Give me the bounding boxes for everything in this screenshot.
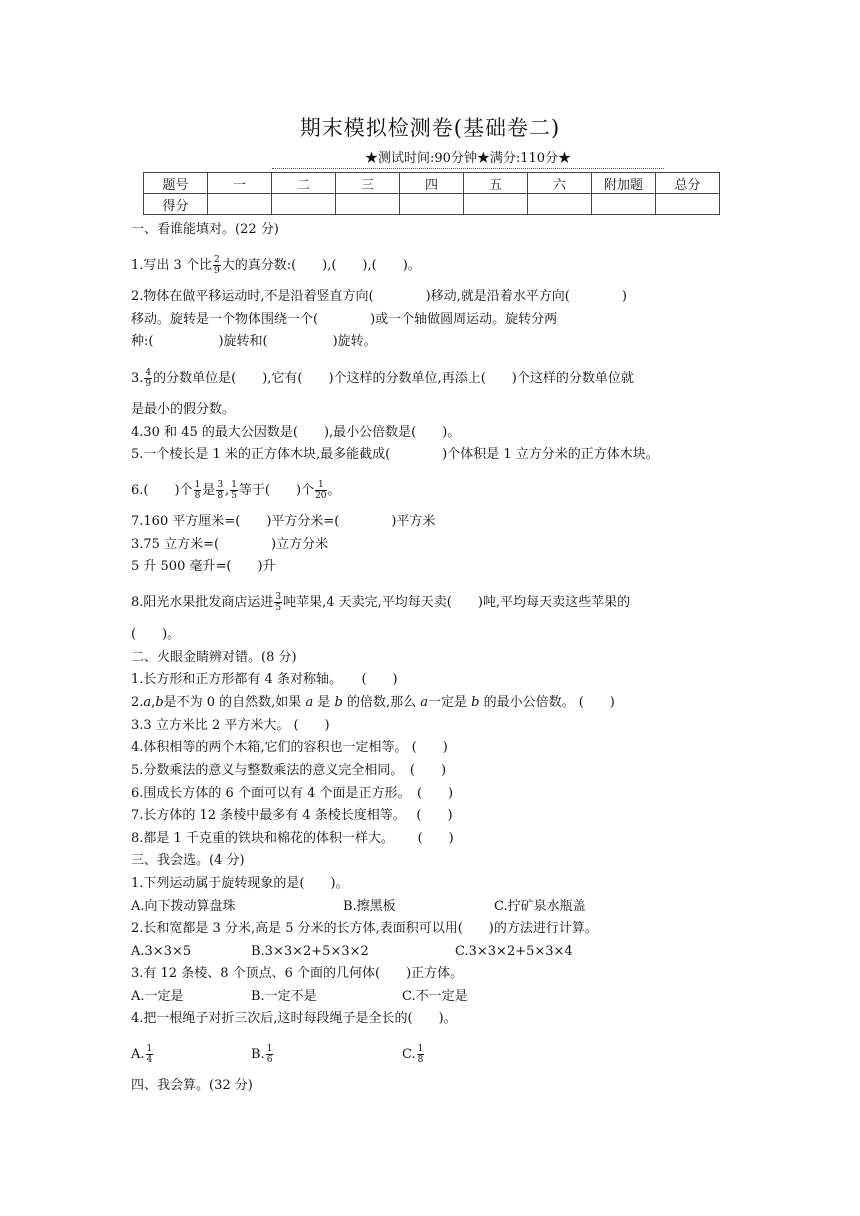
q-text: 是 [202, 483, 216, 498]
q-text: 是不为 0 的自然数,如果 [163, 695, 306, 710]
numerator: 1 [315, 480, 326, 491]
fraction [146, 1044, 154, 1065]
question-1-8 [131, 592, 630, 613]
option-c[interactable] [402, 1044, 425, 1065]
fraction [230, 480, 238, 501]
question-2-2 [131, 694, 615, 712]
section-3-heading: 三、我会选。(4 分) [131, 853, 245, 868]
section-1-heading: 一、看谁能填对。(22 分) [131, 222, 279, 237]
denominator: 8 [194, 491, 201, 501]
question-1-1 [131, 255, 421, 276]
question-1-7-line-3: 5 升 500 毫升=( )升 [131, 559, 276, 574]
option-a[interactable]: A.向下拨动算盘珠 [131, 899, 236, 914]
question-1-8-line-2: ( )。 [131, 627, 181, 642]
fraction [266, 1044, 274, 1065]
option-c[interactable]: C.不一定是 [402, 989, 468, 1004]
question-1-7-line-2: 3.75 立方米=( )立方分米 [131, 537, 329, 552]
option-c[interactable]: C.拧矿泉水瓶盖 [494, 899, 586, 914]
variable: a [143, 695, 152, 710]
page-title: 期末模拟检测卷(基础卷二) [299, 116, 561, 140]
score-cell[interactable] [272, 194, 336, 215]
numerator: 3 [217, 480, 224, 490]
score-header-cell: 一 [208, 173, 272, 194]
numerator: 1 [417, 1044, 424, 1054]
q-text: 的最小公倍数。 ( ) [479, 695, 615, 710]
numerator: 2 [213, 255, 220, 265]
denominator: 9 [145, 379, 152, 389]
numerator: 1 [194, 480, 201, 490]
score-header-cell: 题号 [144, 173, 208, 194]
q-text: 一定是 [427, 695, 472, 710]
denominator: 6 [266, 1055, 273, 1065]
score-cell[interactable] [528, 194, 592, 215]
denominator: 8 [217, 491, 224, 501]
q-text: 8.阳光水果批发商店运进 [131, 595, 274, 610]
variable: a [305, 695, 314, 710]
score-header-cell: 五 [464, 173, 528, 194]
q-text: , [151, 695, 156, 710]
score-header-cell: 三 [336, 173, 400, 194]
denominator: 20 [315, 491, 327, 501]
q-text: 2. [131, 695, 144, 710]
question-1-2-line-1: 2.物体在做平移运动时,不是沿着竖直方向( )移动,就是沿着水平方向( ) [131, 289, 627, 304]
question-2-3: 3.3 立方米比 2 平方米大。 ( ) [131, 718, 330, 733]
score-table-header-row [144, 173, 720, 194]
option-b[interactable]: B.3×3×2+5×3×2 [251, 944, 369, 959]
fraction [315, 480, 326, 501]
fraction [274, 592, 282, 613]
q-text: 吨苹果,4 天卖完,平均每天卖( )吨,平均每天卖这些苹果的 [283, 595, 631, 610]
question-2-1: 1.长方形和正方形都有 4 条对称轴。 ( ) [131, 672, 398, 687]
numerator: 4 [145, 368, 152, 378]
question-2-6: 6.围成长方体的 6 个面可以有 4 个面是正方形。 ( ) [131, 786, 454, 801]
question-1-5: 5.一个棱长是 1 米的正方体木块,最多能截成( )个体积是 1 立方分米的正方体木块。 [131, 447, 659, 462]
fraction [213, 255, 221, 276]
q-text: , [225, 483, 230, 498]
score-cell[interactable] [592, 194, 656, 215]
option-a[interactable]: A.3×3×5 [131, 944, 192, 959]
variable: b [471, 695, 480, 710]
question-1-4: 4.30 和 45 的最大公因数是( ),最小公倍数是( )。 [131, 425, 461, 440]
q-text: 的分数单位是( ),它有( )个这样的分数单位,再添上( )个这样的分数单位就 [153, 371, 634, 386]
section-2-heading: 二、火眼金睛辨对错。(8 分) [131, 650, 297, 665]
question-1-7-line-1: 7.160 平方厘米=( )平方分米=( )平方米 [131, 514, 436, 529]
score-row-label: 得分 [144, 194, 208, 215]
score-cell[interactable] [400, 194, 464, 215]
question-1-2-line-3: 种:( )旋转和( )旋转。 [131, 334, 377, 349]
exam-info: ★测试时间:90分钟★满分:110分★ [272, 150, 664, 169]
question-1-3 [131, 368, 634, 389]
denominator: 5 [231, 491, 237, 501]
option-c[interactable]: C.3×3×2+5×3×4 [455, 944, 573, 959]
numerator: 3 [275, 592, 282, 602]
option-b[interactable]: B.一定不是 [251, 989, 317, 1004]
q-text: 。 [327, 483, 341, 498]
score-cell[interactable] [656, 194, 720, 215]
option-label: A. [131, 1047, 145, 1062]
denominator: 9 [213, 266, 220, 276]
question-3-1: 1.下列运动属于旋转现象的是( )。 [131, 876, 349, 891]
question-3-4: 4.把一根绳子对折三次后,这时每段绳子是全长的( )。 [131, 1011, 457, 1026]
option-label: C. [402, 1047, 416, 1062]
denominator: 4 [146, 1055, 153, 1065]
numerator: 1 [146, 1044, 153, 1054]
q-text: 大的真分数:( ),( ),( )。 [221, 258, 421, 273]
score-header-cell: 四 [400, 173, 464, 194]
score-header-cell: 六 [528, 173, 592, 194]
denominator: 5 [275, 603, 282, 613]
variable: b [155, 695, 164, 710]
q-text: 6.( )个 [131, 483, 193, 498]
q-text: 1.写出 3 个比 [131, 258, 212, 273]
fraction [144, 368, 152, 389]
option-a[interactable]: A.一定是 [131, 989, 184, 1004]
score-header-cell: 附加题 [592, 173, 656, 194]
score-cell[interactable] [208, 194, 272, 215]
option-a[interactable] [131, 1044, 154, 1065]
option-label: B. [251, 1047, 265, 1062]
section-4-heading: 四、我会算。(32 分) [131, 1078, 253, 1093]
q-text: 的倍数,那么 [342, 695, 421, 710]
fraction [216, 480, 224, 501]
q-text: 3. [131, 371, 144, 386]
option-b[interactable]: B.擦黑板 [343, 899, 396, 914]
q-text: 等于( )个 [238, 483, 315, 498]
fraction [417, 1044, 425, 1065]
fraction [194, 480, 202, 501]
question-1-2-line-2: 移动。旋转是一个物体围绕一个( )或一个轴做圆周运动。旋转分两 [131, 312, 558, 327]
score-cell[interactable] [464, 194, 528, 215]
question-1-3-line-2: 是最小的假分数。 [131, 402, 236, 417]
q-text: 是 [313, 695, 335, 710]
numerator: 1 [266, 1044, 273, 1054]
score-header-cell: 总分 [656, 173, 720, 194]
score-table-row [144, 194, 720, 215]
question-3-3: 3.有 12 条棱、8 个顶点、6 个面的几何体( )正方体。 [131, 966, 464, 981]
score-table [143, 172, 720, 215]
question-2-5: 5.分数乘法的意义与整数乘法的意义完全相同。 ( ) [131, 763, 447, 778]
denominator: 8 [417, 1055, 424, 1065]
question-3-2: 2.长和宽都是 3 分米,高是 5 分米的长方体,表面积可以用( )的方法进行计算。 [131, 921, 598, 936]
variable: b [334, 695, 343, 710]
option-b[interactable] [251, 1044, 274, 1065]
question-1-6 [131, 480, 341, 501]
variable: a [420, 695, 428, 710]
numerator: 1 [231, 480, 237, 490]
score-cell[interactable] [336, 194, 400, 215]
question-2-8: 8.都是 1 千克重的铁块和棉花的体积一样大。 ( ) [131, 831, 454, 846]
score-header-cell: 二 [272, 173, 336, 194]
question-2-4: 4.体积相等的两个木箱,它们的容积也一定相等。 ( ) [131, 740, 448, 755]
question-2-7: 7.长方体的 12 条棱中最多有 4 条棱长度相等。 ( ) [131, 808, 453, 823]
